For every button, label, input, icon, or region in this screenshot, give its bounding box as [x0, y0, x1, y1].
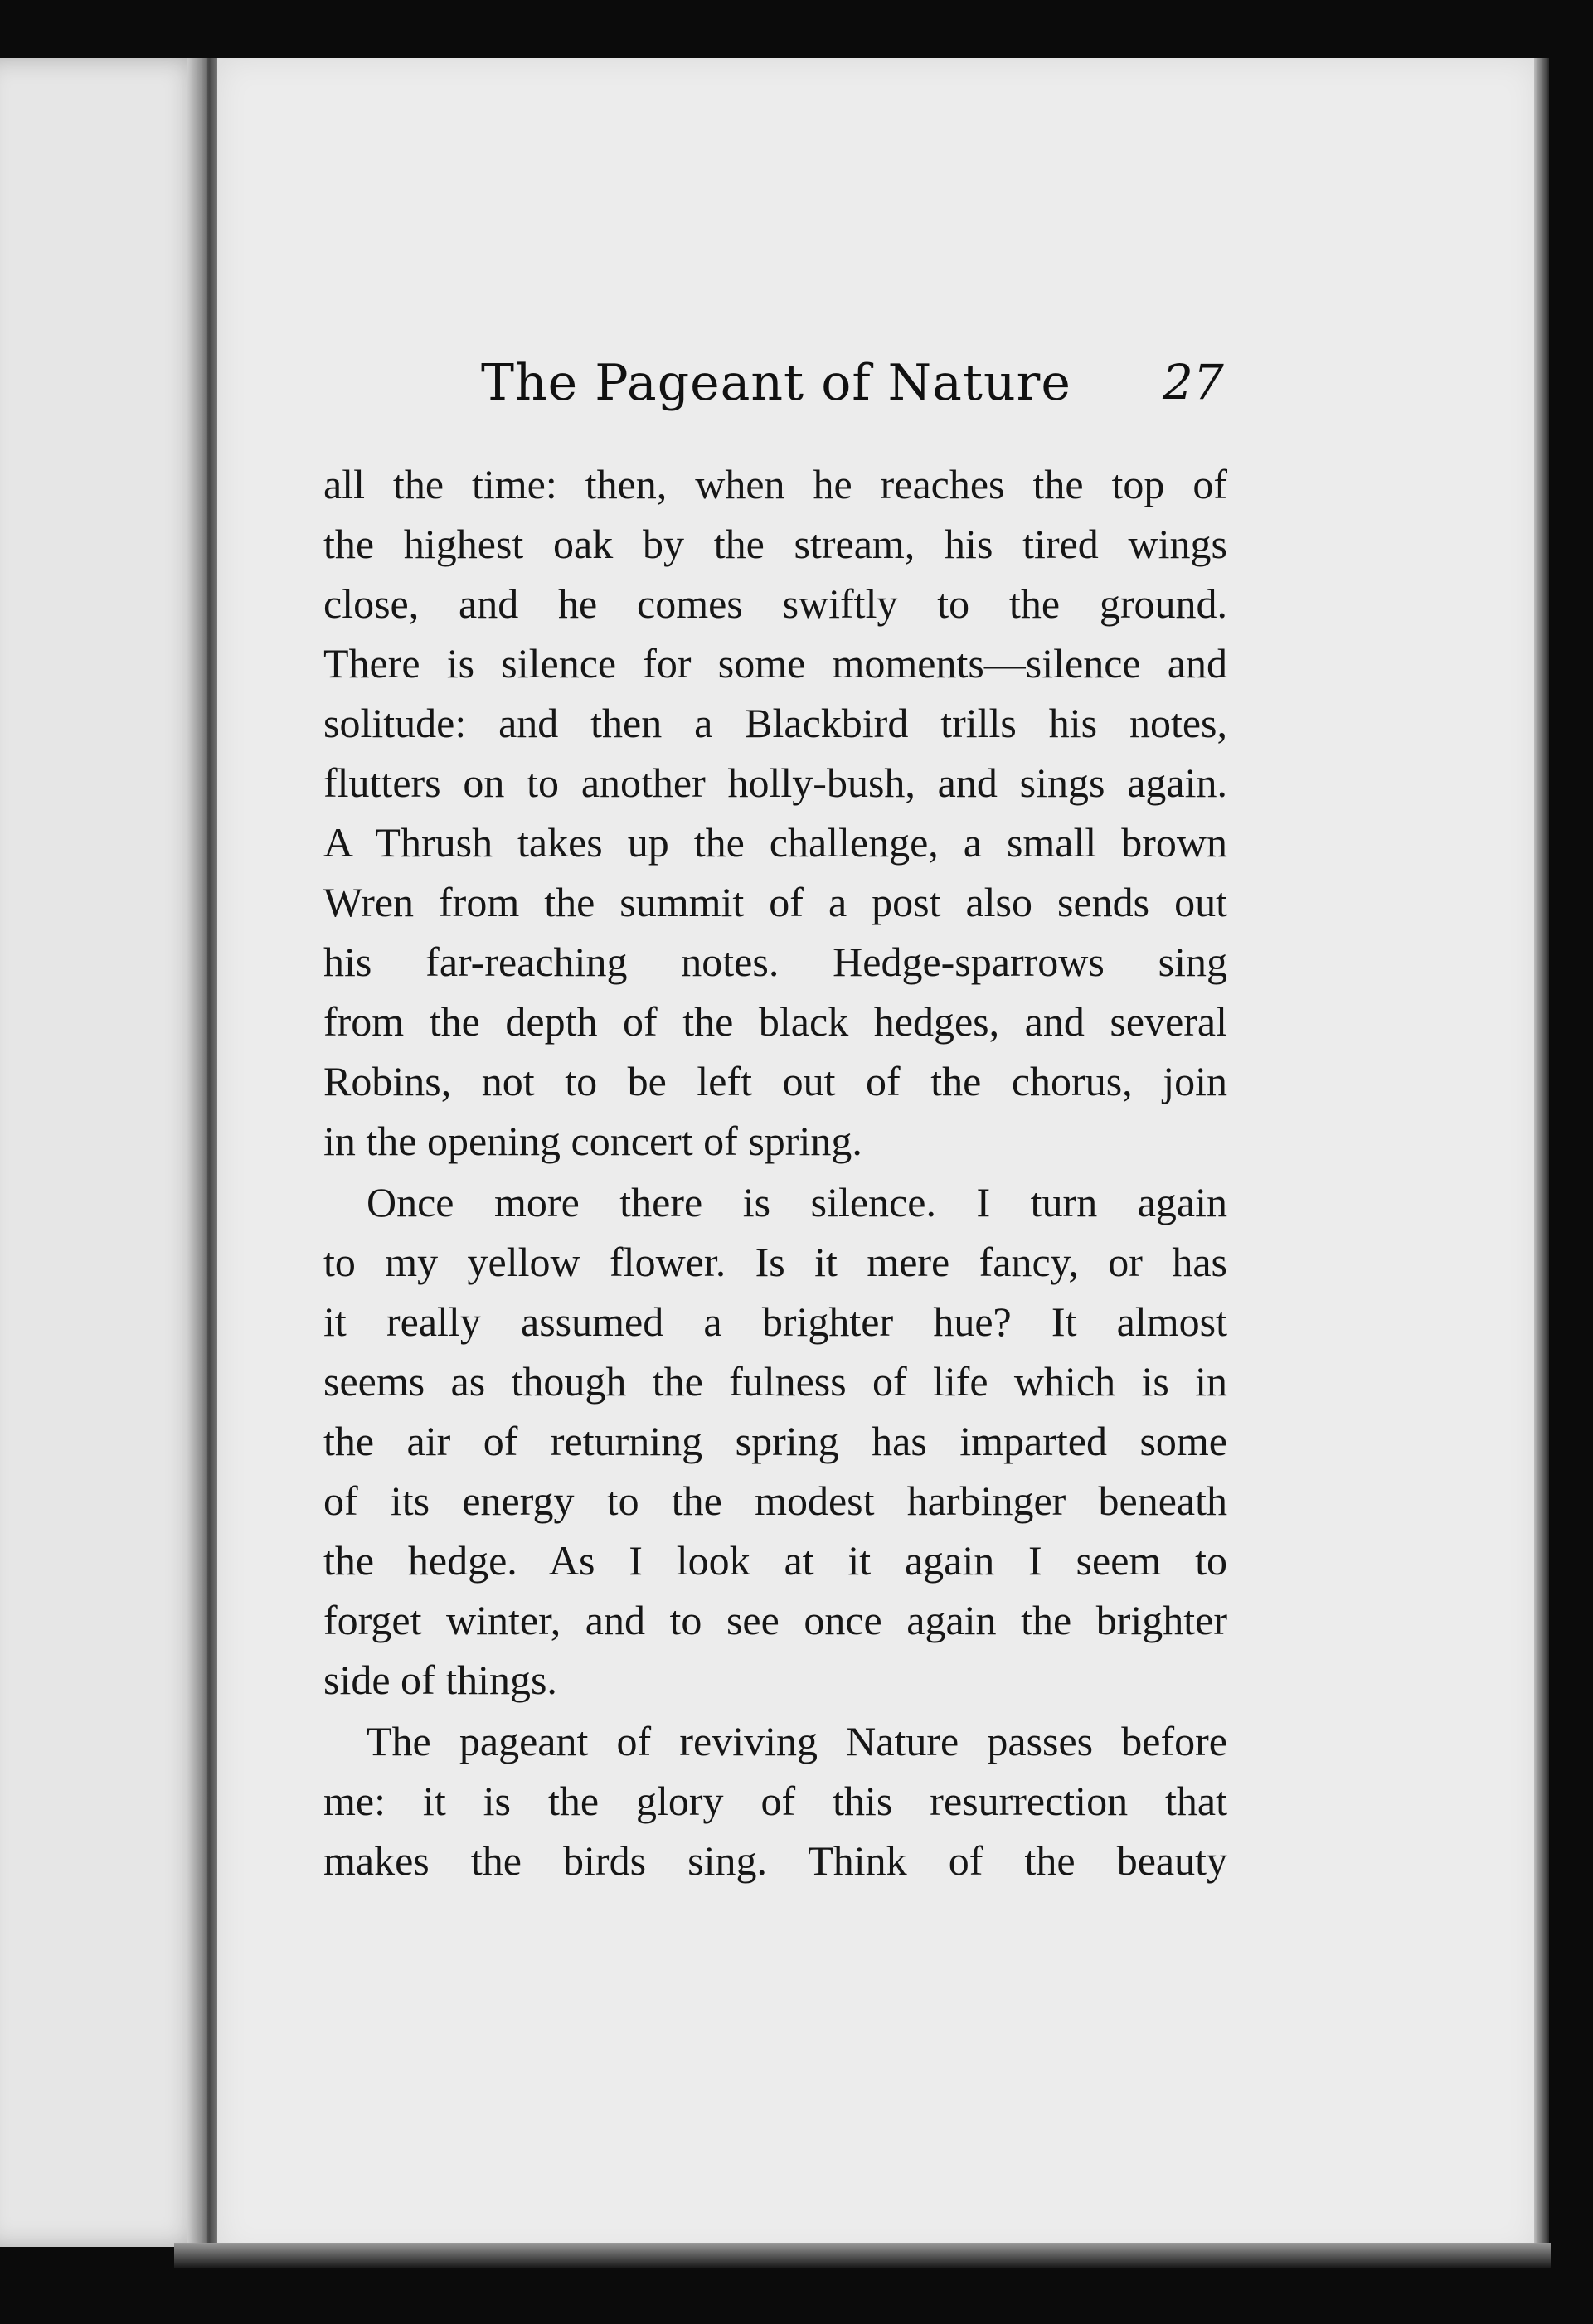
text-line: A Thrush takes up the challenge, a small brown	[323, 819, 1227, 866]
text-line: it really assumed a brighter hue? It almost	[323, 1298, 1227, 1345]
text-line: flutters on to another holly-bush, and sings again.	[323, 759, 1227, 806]
text-line: all the time: then, when he reaches the top of	[323, 461, 1227, 507]
text-line: Once more there is silence. I turn again	[367, 1179, 1227, 1225]
text-line: There is silence for some moments—silence and	[323, 640, 1227, 687]
text-line: me: it is the glory of this resurrection that	[323, 1778, 1227, 1824]
text-line: The pageant of reviving Nature passes before	[367, 1718, 1227, 1764]
text-line: from the depth of the black hedges, and several	[323, 998, 1227, 1045]
text-line: close, and he comes swiftly to the ground.	[323, 580, 1227, 627]
text-line: Wren from the summit of a post also sends out	[323, 879, 1227, 925]
page-bottom-edge	[174, 2243, 1551, 2268]
text-line: the hedge. As I look at it again I seem to	[323, 1537, 1227, 1584]
text-line: the air of returning spring has imparted some	[323, 1418, 1227, 1464]
text-line: makes the birds sing. Think of the beauty	[323, 1837, 1227, 1884]
running-title: The Pageant of Nature	[481, 354, 1071, 412]
previous-page-edge	[0, 58, 207, 2247]
text-line: of its energy to the modest harbinger beneath	[323, 1477, 1227, 1524]
text-line: in the opening concert of spring.	[323, 1118, 862, 1164]
text-line: side of things.	[323, 1657, 557, 1703]
page-right-edge	[1534, 58, 1549, 2255]
running-head	[315, 344, 1227, 427]
text-line: seems as though the fulness of life which is in	[323, 1358, 1227, 1405]
text-line: solitude: and then a Blackbird trills his notes,	[323, 700, 1227, 746]
text-line: to my yellow flower. Is it mere fancy, or has	[323, 1239, 1227, 1285]
body-text	[323, 454, 1227, 1890]
text-line: forget winter, and to see once again the brighter	[323, 1597, 1227, 1643]
text-line: the highest oak by the stream, his tired wings	[323, 521, 1227, 567]
page-number: 27	[1163, 354, 1224, 410]
text-line: his far-reaching notes. Hedge-sparrows sing	[323, 939, 1227, 985]
text-line: Robins, not to be left out of the chorus, join	[323, 1058, 1227, 1104]
